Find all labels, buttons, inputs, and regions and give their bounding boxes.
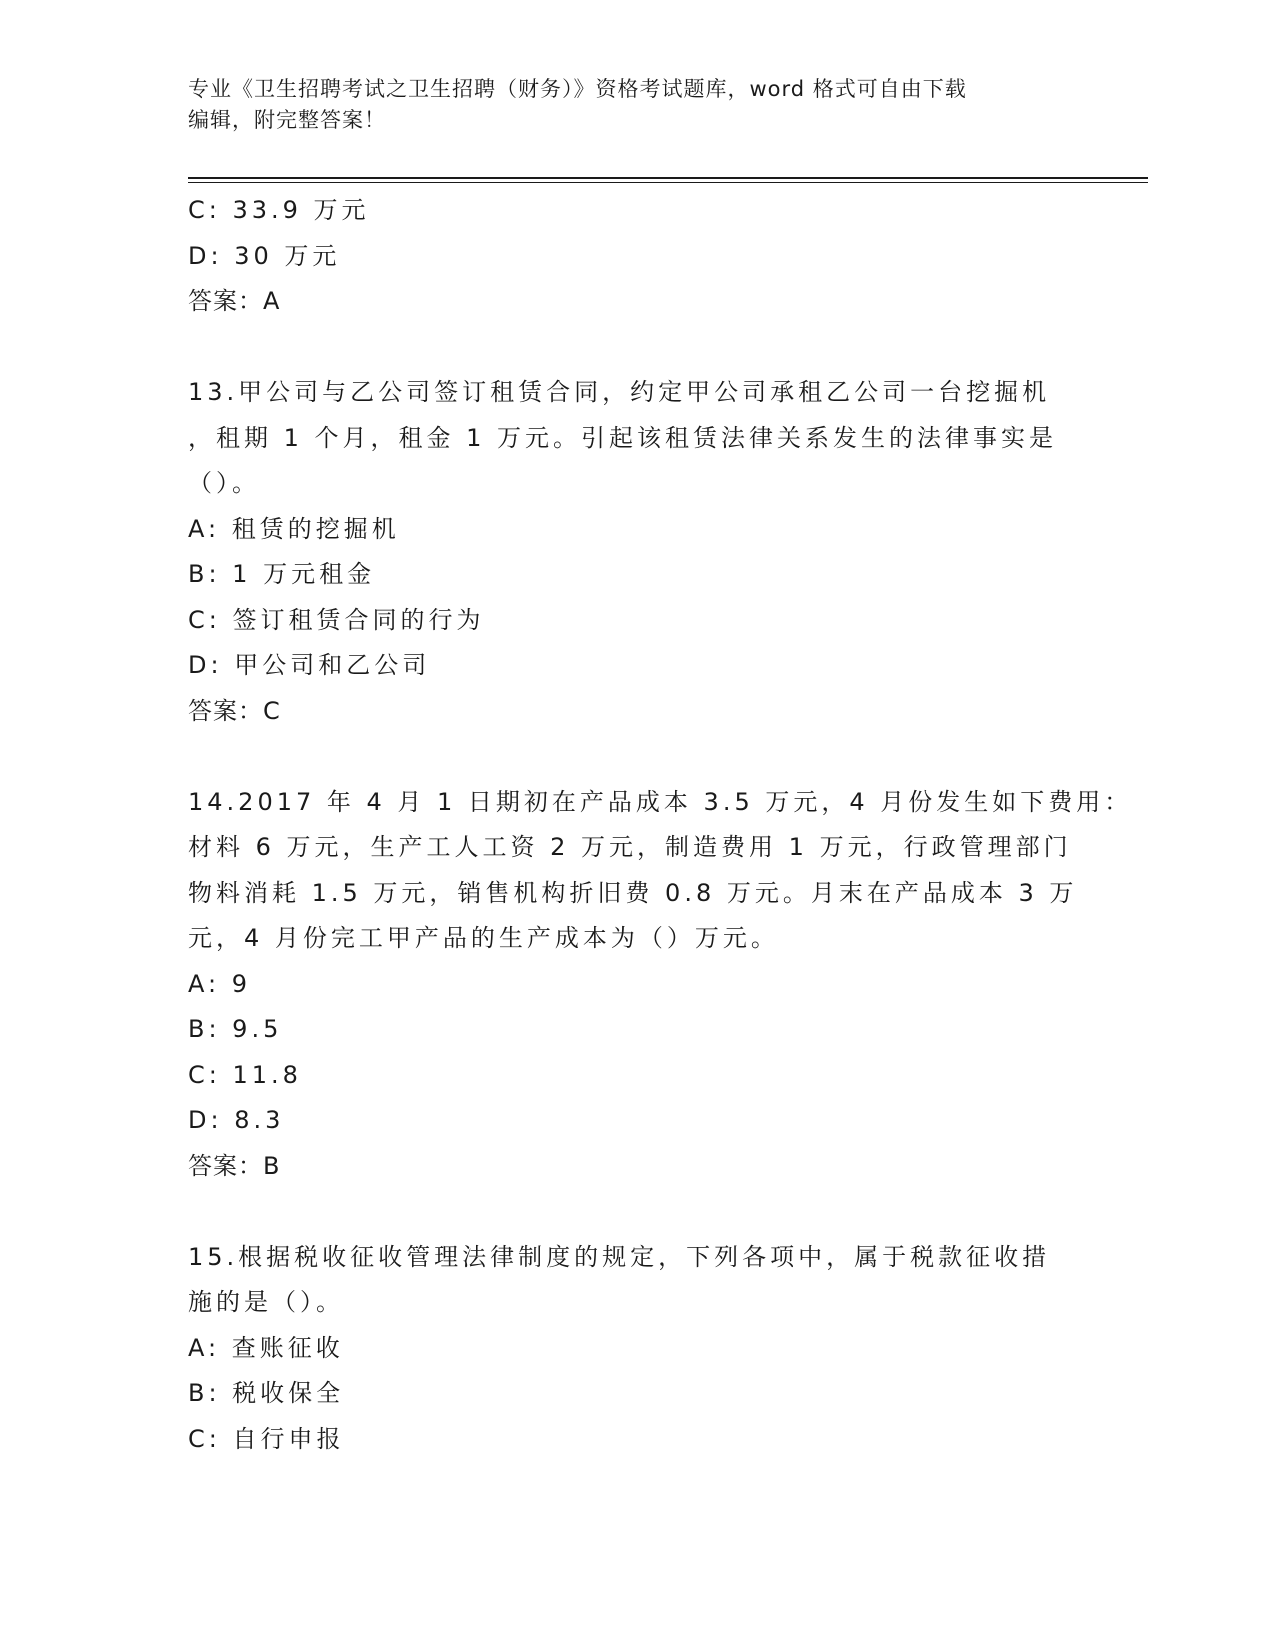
- question-text-line: 材料 6 万元，生产工人工资 2 万元，制造费用 1 万元，行政管理部门: [188, 833, 1072, 861]
- option-c: C: 签订租赁合同的行为: [188, 605, 485, 634]
- document-header: [188, 74, 1068, 136]
- option-d: D: 甲公司和乙公司: [188, 651, 431, 679]
- option-d: D: 30 万元: [188, 241, 341, 270]
- option-b: B: 9.5: [188, 1015, 283, 1043]
- option-b: B: 税收保全: [188, 1379, 345, 1407]
- header-line-1: 专业《卫生招聘考试之卫生招聘（财务）》资格考试题库，word 格式可自由下载: [188, 77, 967, 101]
- question-text-line: 14.2017 年 4 月 1 日期初在产品成本 3.5 万元，4 月份发生如下费用：: [188, 787, 1133, 816]
- question-text-line: 元，4 月份完工甲产品的生产成本为（）万元。: [188, 924, 779, 952]
- spacer: [188, 325, 1148, 371]
- option-c: C: 自行申报: [188, 1424, 345, 1453]
- option-a: A: 查账征收: [188, 1333, 344, 1362]
- option-a: A: 租赁的挖掘机: [188, 514, 400, 543]
- question-text-line: 物料消耗 1.5 万元，销售机构折旧费 0.8 万元。月末在产品成本 3 万: [188, 878, 1078, 907]
- question-text-line: （）。: [188, 469, 260, 497]
- spacer: [188, 734, 1148, 780]
- question-text-line: 13.甲公司与乙公司签订租赁合同，约定甲公司承租乙公司一台挖掘机: [188, 378, 1051, 406]
- document-body: [188, 188, 1148, 1462]
- question-14: [188, 780, 1148, 1190]
- question-text-line: ，租期 1 个月，租金 1 万元。引起该租赁法律关系发生的法律事实是: [188, 423, 1058, 452]
- option-b: B: 1 万元租金: [188, 560, 376, 588]
- answer-line: 答案：A: [188, 287, 281, 315]
- spacer: [188, 1189, 1148, 1235]
- header-rule-thin: [188, 182, 1148, 183]
- option-c: C: 11.8: [188, 1060, 302, 1089]
- question-text-line: 15.根据税收征收管理法律制度的规定，下列各项中，属于税款征收措: [188, 1242, 1051, 1271]
- header-rule-thick: [188, 177, 1148, 179]
- header-line-2: 编辑，附完整答案！: [188, 108, 386, 132]
- answer-line: 答案：C: [188, 696, 281, 725]
- answer-line: 答案：B: [188, 1151, 281, 1180]
- option-d: D: 8.3: [188, 1106, 285, 1134]
- question-text-line: 施的是（）。: [188, 1288, 344, 1316]
- question-13: [188, 370, 1148, 734]
- option-a: A: 9: [188, 969, 251, 998]
- question-15: [188, 1235, 1148, 1463]
- question-12-tail: [188, 188, 1148, 325]
- option-c: C: 33.9 万元: [188, 196, 370, 224]
